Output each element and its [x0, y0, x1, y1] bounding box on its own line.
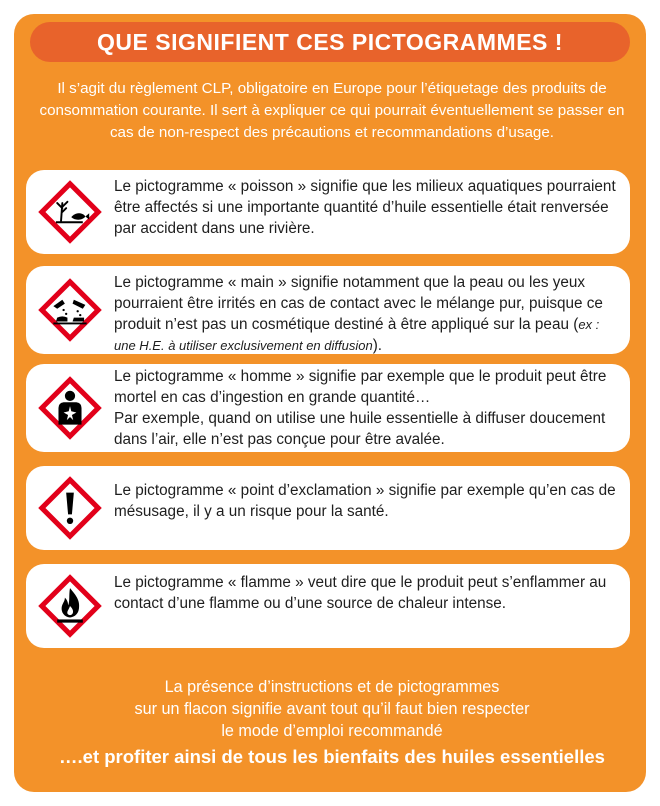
page-title: [30, 22, 630, 62]
pictogram-card-exclamation: [26, 466, 630, 550]
pictogram-description-main: Le pictogramme « main » signifie notamment que la peau ou les yeux pourraient être irrités en cas de contact avec le mélange pur, puisque ce produit n’est pas un cosmétique destiné à être appliqué sur la peau (: [114, 274, 603, 333]
pictogram-description-line1: Le pictogramme « homme » signifie par exemple que le produit peut être mortel en cas d’ingestion en grande quantité…: [114, 368, 607, 406]
pictogram-card-homme: [26, 364, 630, 452]
pictogram-example: ex : une H.E. à utiliser exclusivement en diffusion: [114, 317, 600, 353]
pictogram-description: [114, 366, 620, 450]
pictogram-description-line2: Par exemple, quand on utilise une huile essentielle à diffuser doucement dans l’air, elle n’est pas conçue pour être avalée.: [114, 410, 606, 448]
pictogram-card-flamme: [26, 564, 630, 648]
outro-line-1: La présence d’instructions et de pictogrammes: [164, 678, 500, 696]
flame-icon: [38, 574, 102, 638]
environment-fish-tree-icon: [38, 180, 102, 244]
outro-line-2: sur un flacon signifie avant tout qu’il faut bien respecter: [134, 700, 530, 718]
pictogram-description-end: ).: [372, 337, 383, 354]
pictogram-description: [114, 272, 620, 356]
page-title-text: QUE SIGNIFIENT CES PICTOGRAMMES !: [97, 28, 563, 55]
outro-paragraph: [30, 676, 634, 742]
pictogram-card-poisson: [26, 170, 630, 254]
intro-paragraph: Il s’agit du règlement CLP, obligatoire en Europe pour l’étiquetage des produits de consommation courante. Il sert à expliquer ce qui pourrait éventuellement se passer en cas de non-respect des précautions et recommandations d’usage.: [39, 80, 625, 141]
corrosion-hand-icon: [38, 278, 102, 342]
pictogram-card-main: [26, 266, 630, 354]
pictogram-description: Le pictogramme « poisson » signifie que les milieux aquatiques pourraient être affectés si une importante quantité d’huile essentielle était renversée par accident dans une rivière.: [114, 178, 616, 237]
health-hazard-person-icon: [38, 376, 102, 440]
pictogram-description: Le pictogramme « flamme » veut dire que le produit peut s’enflammer au contact d’une flamme ou d’une source de chaleur intense.: [114, 574, 607, 612]
outro-line-3: le mode d’emploi recommandé: [221, 722, 443, 740]
exclamation-mark-icon: [38, 476, 102, 540]
pictogram-description: Le pictogramme « point d’exclamation » signifie par exemple qu’en cas de mésusage, il y a un risque pour la santé.: [114, 482, 616, 520]
closing-tagline: ….et profiter ainsi de tous les bienfaits des huiles essentielles: [59, 746, 605, 767]
